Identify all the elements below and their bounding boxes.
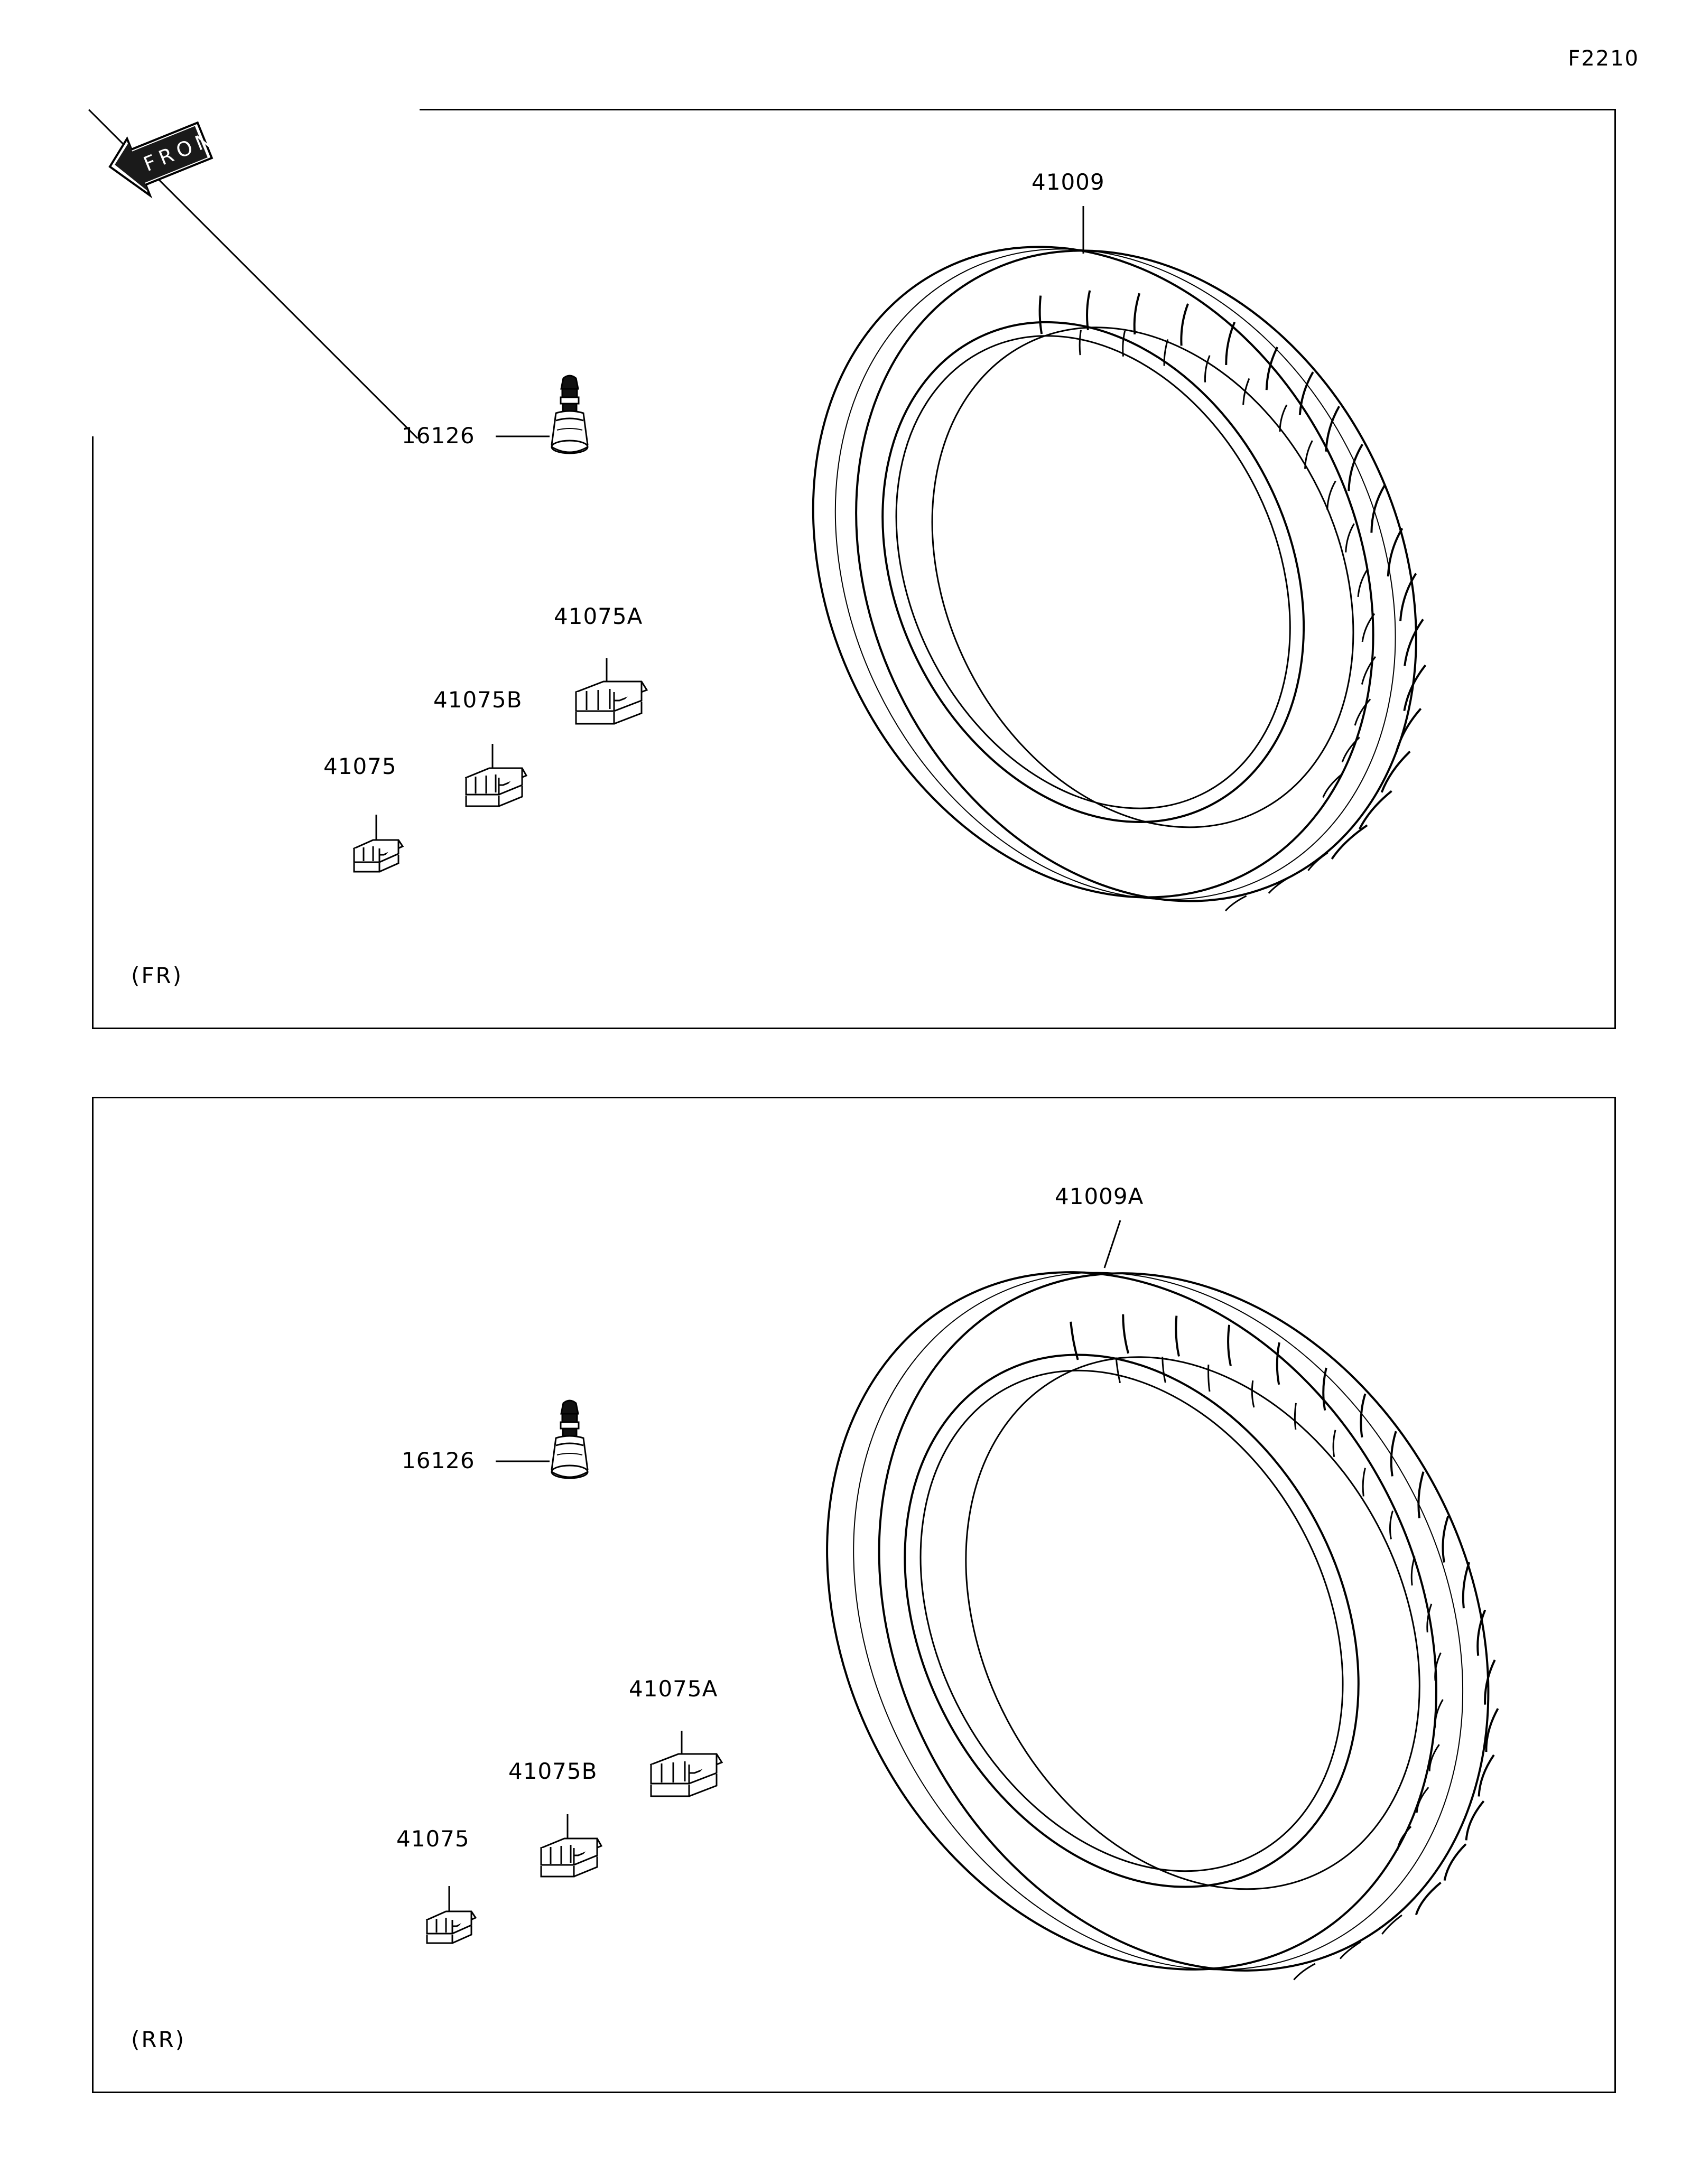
- part-label-41075b-rear: 41075B: [508, 1758, 598, 1784]
- part-label-16126-front: 16126: [402, 423, 475, 449]
- part-label-41075b-front: 41075B: [433, 687, 523, 713]
- panel-label-rear: (RR): [131, 2027, 186, 2052]
- front-direction-badge: [98, 117, 230, 218]
- part-label-16126-rear: 16126: [402, 1448, 475, 1473]
- svg-text:FRONT: FRONT: [140, 119, 230, 176]
- part-label-41009a: 41009A: [1055, 1183, 1144, 1209]
- part-label-41075-rear: 41075: [396, 1826, 470, 1852]
- part-label-41075a-front: 41075A: [554, 603, 643, 629]
- part-label-41075-front: 41075: [323, 753, 397, 779]
- part-label-41009: 41009: [1032, 169, 1105, 195]
- diagram-code: F2210: [1568, 46, 1639, 71]
- panel-label-front: (FR): [131, 963, 183, 988]
- panel-front-wheel: [92, 109, 1616, 1029]
- part-label-41075a-rear: 41075A: [629, 1676, 718, 1702]
- panel-rear-wheel: [92, 1097, 1616, 2093]
